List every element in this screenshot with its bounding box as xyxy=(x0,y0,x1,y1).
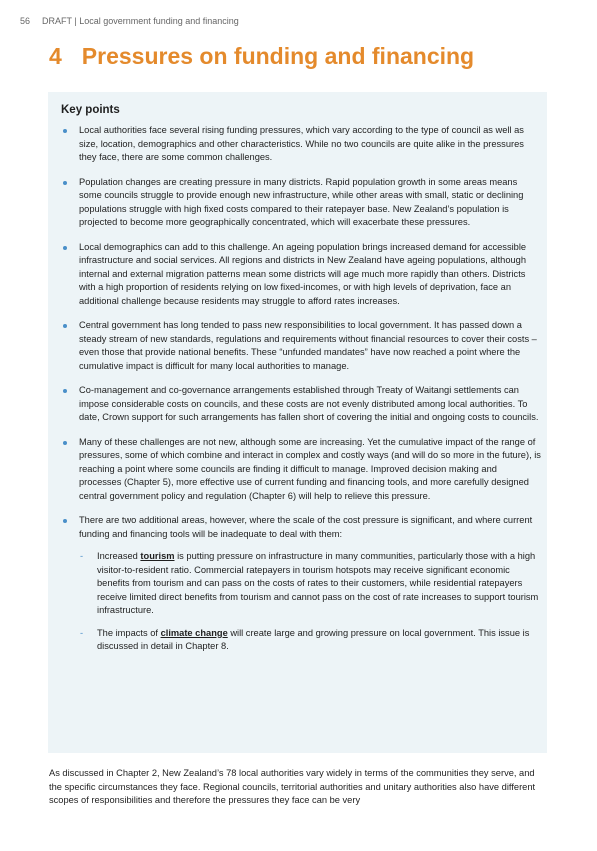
key-points-box xyxy=(48,92,547,753)
dash-marker: - xyxy=(80,551,84,561)
key-point-text: There are two additional areas, however, where the scale of the cost pressure is significant, and where current funding and financing tools will be inadequate to deal with them: xyxy=(79,515,533,539)
sub-bullet-text-before: The impacts of xyxy=(97,627,161,638)
chapter-title xyxy=(49,43,474,70)
key-point-item xyxy=(61,514,541,654)
key-points-list xyxy=(61,124,541,654)
key-point-item: Many of these challenges are not new, although some are increasing. Yet the cumulative impact of the range of pressures, some of which combine and interact in complex and costly ways (and will do so more in the future), is reaching a point where some councils are finding it difficult to manage. Improved decision making and processes (Chapter 5), more effective use of current funding and financing tools, and more carefully designed central government policy and regulation (Chapter 6) will help to relieve this pressure. xyxy=(61,436,541,504)
sub-bullet-text-before: Increased xyxy=(97,551,141,561)
key-points-heading: Key points xyxy=(61,104,120,116)
page-number: 56 xyxy=(20,16,31,26)
chapter-number: 4 xyxy=(49,43,62,69)
sub-bullet-text-after: is putting pressure on infrastructure in many communities, particularly those with a high visitor-to-resident ratio. Commercial ratepayers in tourism hotspots may receive significant economic benefits from tourism and can pass on the costs of rates to their customers, while residential ratepayers receive limited direct benefits from tourism and cannot pass on the cost of rate increases to support tourism infrastructure. xyxy=(97,551,539,615)
key-point-item: Co-management and co-governance arrangements established through Treaty of Waitangi settlements can impose considerable costs on councils, and these costs are not evenly distributed among local authorities. To date, Crown support for such arrangements has fallen short of covering the initial and ongoing costs to councils. xyxy=(61,384,541,425)
sub-bullet-tourism xyxy=(79,550,541,618)
key-point-item: Population changes are creating pressure in many districts. Rapid population growth in some areas means some councils struggle to provide enough new infrastructure, while other areas with small, static or declining populations struggle with high fixed costs compared to their ratepayer base. New Zealand’s population is projected to become more geographically concentrated, which will exacerbate these pressures. xyxy=(61,176,541,230)
key-point-item: Central government has long tended to pass new responsibilities to local government. It has passed down a steady stream of new standards, regulations and requirements without financial resources to cover their costs – even those that provide national benefits. These “unfunded mandates” have now reached a point where the cumulative impact is difficult for many local authorities to manage. xyxy=(61,319,541,373)
running-title: DRAFT | Local government funding and financing xyxy=(42,16,239,26)
climate-change-link[interactable]: climate change xyxy=(160,627,228,638)
sub-bullet-list xyxy=(79,550,541,654)
chapter-title-text: Pressures on funding and financing xyxy=(81,43,475,69)
sub-bullet-text-after: will create large and growing pressure on local government. This issue is discussed in detail in Chapter 8. xyxy=(97,627,530,651)
key-point-item: Local authorities face several rising funding pressures, which vary according to the type of council as well as size, location, demographics and other characteristics. While no two councils are quite alike in the pressures they face, there are some common challenges. xyxy=(61,124,541,165)
dash-marker: - xyxy=(80,627,84,638)
key-point-item: Local demographics can add to this challenge. An ageing population brings increased demand for accessible infrastructure and social services. All regions and districts in New Zealand have ageing populations, although internal and external migration patterns mean some districts will age much more rapidly than others. Districts with a high proportion of residents relying on low fixed-incomes, or with high levels of deprivation, face an additional challenge because residents may struggle to afford rates increases. xyxy=(61,241,541,309)
running-header xyxy=(20,16,239,26)
sub-bullet-climate xyxy=(79,627,541,654)
tourism-link[interactable]: tourism xyxy=(140,551,175,561)
body-paragraph: As discussed in Chapter 2, New Zealand’s 78 local authorities vary widely in terms of the communities they serve, and the specific circumstances they face. Regional councils, territorial authorities and unitary authorities also have different scopes of responsibilities and therefore the pressures they face can be very xyxy=(49,768,536,806)
